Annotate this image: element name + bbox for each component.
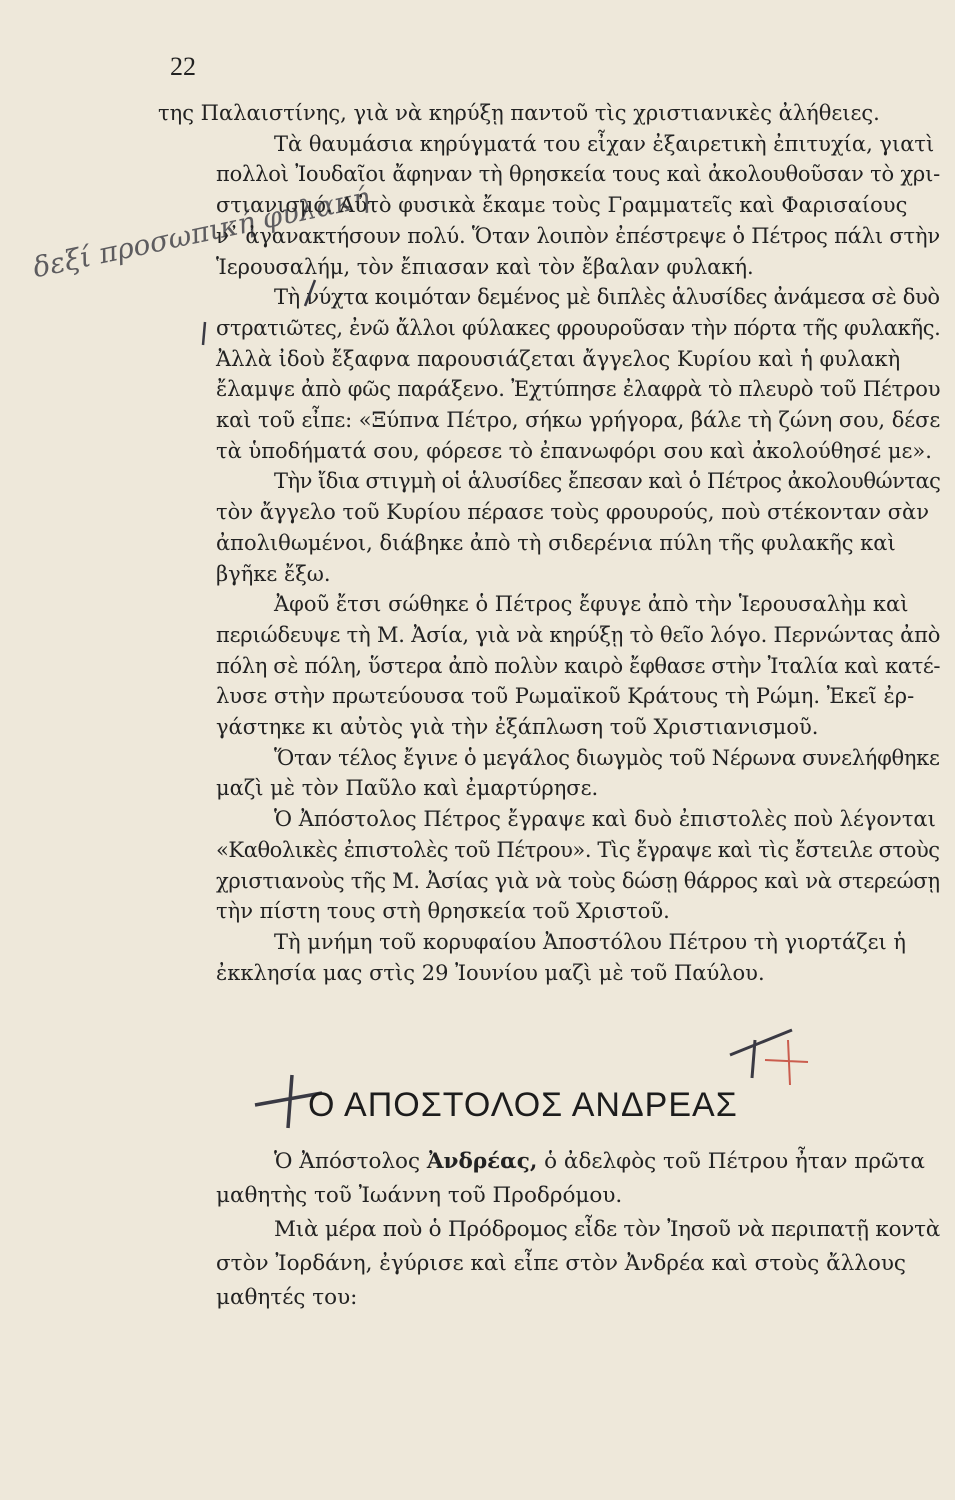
text-line: Τὴ μνήμη τοῦ κορυφαίου Ἀποστόλου Πέτρου τὴ γιορτάζει ἡ xyxy=(274,929,906,954)
pen-cross-mark-red xyxy=(765,1040,808,1085)
text-line: Τὰ θαυμάσια κηρύγματά του εἶχαν ἐξαιρετικὴ ἐπιτυχία, γιατὶ xyxy=(274,131,935,156)
section-heading: Ο ΑΠΟΣΤΟΛΟΣ ΑΝΔΡΕΑΣ xyxy=(308,1086,738,1124)
text-run: Ὁ Ἀπόστολος xyxy=(274,1149,427,1174)
pen-slash-mark xyxy=(305,280,315,306)
text-line xyxy=(158,1179,940,1213)
text-run: μαθητὴς τοῦ Ἰωάννη τοῦ Προδρόμου. xyxy=(216,1183,623,1208)
text-run: μαθητές του: xyxy=(216,1285,358,1310)
text-line: Ἀφοῦ ἔτσι σώθηκε ὁ Πέτρος ἔφυγε ἀπὸ τὴν Ἱερουσαλὴμ καὶ xyxy=(274,592,909,617)
bold-name: Ἀνδρέας, xyxy=(426,1149,538,1174)
text-line: λυσε στὴν πρωτεύουσα τοῦ Ρωμαϊκοῦ Κράτους τὴ Ρώμη. Ἐκεῖ ἐρ- xyxy=(216,684,915,709)
text-line: Ὁ Ἀπόστολος Πέτρος ἔγραψε καὶ δυὸ ἐπιστολὲς ποὺ λέγονται xyxy=(274,807,936,832)
handwritten-margin-note: δεξί προσωπική φυλακή xyxy=(30,180,373,285)
text-line: γάστηκε κι αὐτὸς γιὰ τὴν ἐξάπλωση τοῦ Χριστιανισμοῦ. xyxy=(216,715,819,740)
text-line xyxy=(158,1281,940,1315)
paragraph xyxy=(158,1213,940,1315)
text-line: Ἀλλὰ ἰδοὺ ἔξαφνα παρουσιάζεται ἄγγελος Κυρίου καὶ ἡ φυλακὴ xyxy=(216,346,901,371)
text-line: στιανισμό. Αὐτὸ φυσικὰ ἔκαμε τοὺς Γραμματεῖς καὶ Φαρισαίους xyxy=(216,193,908,218)
text-line: ἔλαμψε ἀπὸ φῶς παράξενο. Ἐχτύπησε ἐλαφρὰ τὸ πλευρὸ τοῦ Πέτρου xyxy=(216,377,941,402)
text-line xyxy=(158,1145,940,1179)
text-line: ἐκκλησία μας στὶς 29 Ἰουνίου μαζὶ μὲ τοῦ Παύλου. xyxy=(216,960,765,985)
paragraph xyxy=(158,1145,940,1213)
text-line: στρατιῶτες, ἐνῶ ἄλλοι φύλακες φρουροῦσαν τὴν πόρτα τῆς φυλακῆς. xyxy=(216,315,941,340)
pen-cross-mark-dark xyxy=(730,1030,792,1078)
text-line: χριστιανοὺς τῆς Μ. Ἀσίας γιὰ νὰ τοὺς δώσῃ θάρρος καὶ νὰ στερεώσῃ xyxy=(216,868,940,893)
pen-vertical-mark xyxy=(203,322,205,345)
text-line: «Καθολικὲς ἐπιστολὲς τοῦ Πέτρου». Τὶς ἔγραψε καὶ τὶς ἔστειλε στοὺς xyxy=(216,837,940,862)
text-line: πολλοὶ Ἰουδαῖοι ἄφηναν τὴ θρησκεία τους καὶ ἀκολουθοῦσαν τὸ χρι- xyxy=(216,162,940,187)
text-line: Ἱερουσαλήμ, τὸν ἔπιασαν καὶ τὸν ἔβαλαν φυλακή. xyxy=(216,254,754,279)
text-line: της Παλαιστίνης, γιὰ νὰ κηρύξῃ παντοῦ τὶς χριστιανικὲς ἀλήθειες. xyxy=(158,101,880,125)
page-number: 22 xyxy=(170,52,196,81)
text-line: μαζὶ μὲ τὸν Παῦλο καὶ ἐμαρτύρησε. xyxy=(216,776,599,801)
text-run: Μιὰ μέρα ποὺ ὁ Πρόδρομος εἶδε τὸν Ἰησοῦ νὰ περιπατῇ κοντὰ xyxy=(274,1217,941,1242)
text-line: τὸν ἄγγελο τοῦ Κυρίου πέρασε τοὺς φρουρούς, ποὺ στέκονταν σὰν xyxy=(216,500,929,525)
text-line: περιώδευψε τὴ Μ. Ἀσία, γιὰ νὰ κηρύξῃ τὸ θεῖο λόγο. Περνώντας ἀπὸ xyxy=(216,622,941,647)
text-line: Τὴν ἴδια στιγμὴ οἱ ἁλυσίδες ἔπεσαν καὶ ὁ Πέτρος ἀκολουθώντας xyxy=(274,469,941,494)
text-line: ν᾽ ἀγανακτήσουν πολύ. Ὅταν λοιπὸν ἐπέστρεψε ὁ Πέτρος πάλι στὴν xyxy=(216,223,940,248)
text-line: Ὅταν τέλος ἔγινε ὁ μεγάλος διωγμὸς τοῦ Νέρωνα συνελήφθηκε xyxy=(274,745,940,770)
text-line xyxy=(158,1213,940,1247)
text-line: καὶ τοῦ εἶπε: «Ξύπνα Πέτρο, σήκω γρήγορα, βάλε τὴ ζώνη σου, δέσε xyxy=(216,408,941,433)
text-line: βγῆκε ἔξω. xyxy=(216,561,331,586)
body-text-apostle-andrew xyxy=(158,1145,940,1315)
text-line xyxy=(158,1247,940,1281)
text-run: ὁ ἀδελφὸς τοῦ Πέτρου ἦταν πρῶτα xyxy=(537,1149,925,1174)
text-line: τὴν πίστη τους στὴ θρησκεία τοῦ Χριστοῦ. xyxy=(216,899,670,924)
text-run: στὸν Ἰορδάνη, ἐγύρισε καὶ εἶπε στὸν Ἀνδρέα καὶ στοὺς ἄλλους xyxy=(216,1251,906,1276)
text-line: ἀπολιθωμένοι, διάβηκε ἀπὸ τὴ σιδερένια πύλη τῆς φυλακῆς καὶ xyxy=(216,530,896,555)
text-line: τὰ ὑποδήματά σου, φόρεσε τὸ ἐπανωφόρι σου καὶ ἀκολούθησέ με». xyxy=(216,438,932,463)
text-line: Τὴ νύχτα κοιμόταν δεμένος μὲ διπλὲς ἁλυσίδες ἀνάμεσα σὲ δυὸ xyxy=(274,285,940,310)
text-line: πόλη σὲ πόλη, ὕστερα ἀπὸ πολὺν καιρὸ ἔφθασε στὴν Ἰταλία καὶ κατέ- xyxy=(216,653,941,678)
